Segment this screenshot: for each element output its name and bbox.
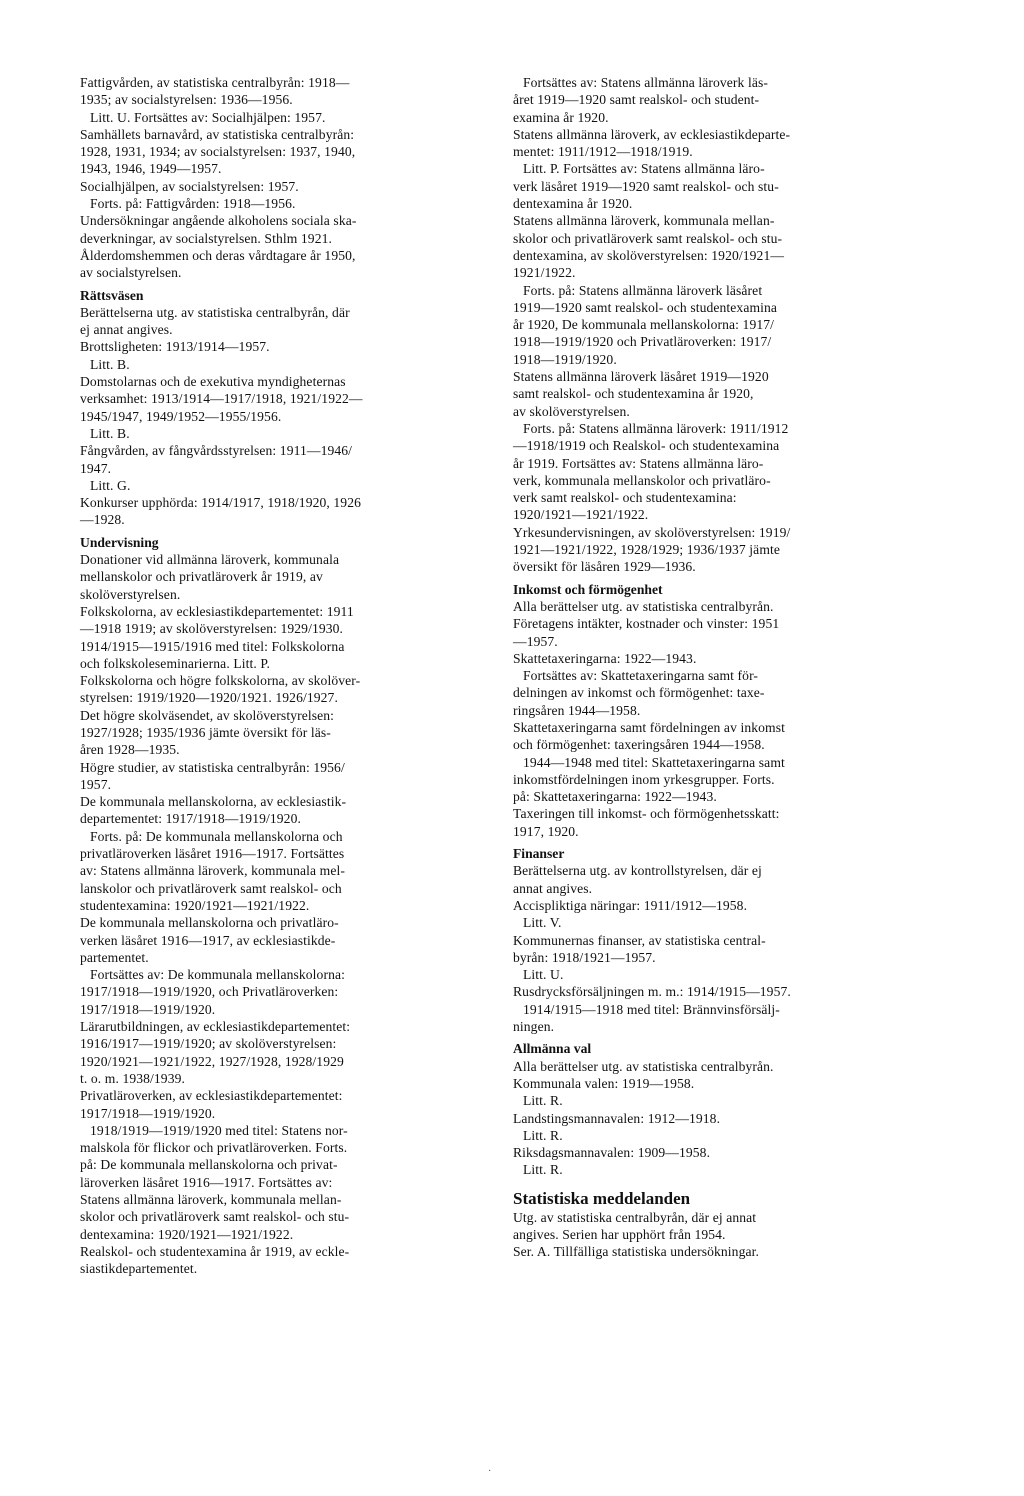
text-line: Berättelserna utg. av kontrollstyrelsen, där ej	[513, 863, 762, 879]
text-line: studentexamina: 1920/1921—1921/1922.	[80, 897, 310, 913]
text-line: Litt. V.	[523, 915, 562, 931]
text-line: Fattigvården, av statistiska centralbyrån: 1918—	[80, 75, 350, 90]
text-line: Forts. på: Fattigvården: 1918—1956.	[90, 196, 296, 212]
text-line: deverkningar, av socialstyrelsen. Sthlm 1921.	[80, 230, 332, 246]
text-line: 1914/1915—1915/1916 med titel: Folkskolorna	[80, 638, 345, 654]
text-line: 1919—1920 samt realskol- och studentexamina	[513, 299, 778, 315]
text-line: dentexamina, av skolöverstyrelsen: 1920/1921—	[513, 247, 785, 263]
text-line: Accispliktiga näringar: 1911/1912—1958.	[513, 897, 748, 913]
text-line: av: Statens allmänna läroverk, kommunala mel-	[80, 863, 345, 879]
text-line: dentexamina: 1920/1921—1921/1922.	[80, 1226, 294, 1242]
text-line: Kommunala valen: 1919—1958.	[513, 1075, 695, 1091]
text-line: Samhällets barnavård, av statistiska centralbyrån:	[80, 126, 355, 142]
text-line: —1928.	[80, 512, 125, 528]
text-line: 1935; av socialstyrelsen: 1936—1956.	[80, 92, 293, 108]
text-line: 1957.	[80, 776, 112, 792]
text-line: skolor och privatläroverk samt realskol- och stu-	[513, 230, 783, 246]
text-line: 1917/1918—1919/1920.	[80, 1105, 216, 1121]
text-line: Alla berättelser utg. av statistiska centralbyrån.	[513, 598, 774, 614]
text-line: 1921—1921/1922, 1928/1929; 1936/1937 jämte	[513, 542, 781, 558]
text-line: 1916/1917—1919/1920; av skolöverstyrelsen:	[80, 1036, 337, 1052]
text-line: 1914/1915—1918 med titel: Brännvinsförsälj-	[523, 1001, 780, 1017]
page-mark: ·	[488, 1466, 492, 1477]
text-line: 1918—1919/1920.	[513, 351, 617, 367]
text-line: skolor och privatläroverk samt realskol- och stu-	[80, 1209, 350, 1225]
text-line: Forts. på: Statens allmänna läroverk: 1911/1912	[523, 420, 789, 436]
text-line: verk samt realskol- och studentexamina:	[513, 490, 737, 506]
text-line: Statens allmänna läroverk läsåret 1919—1920	[513, 369, 769, 385]
text-line: Statens allmänna läroverk, kommunala mellan-	[513, 213, 775, 229]
text-line: 1921/1922.	[513, 265, 576, 281]
text-line: Fortsättes av: Skattetaxeringarna samt för-	[523, 668, 759, 684]
text-line: år 1920, De kommunala mellanskolorna: 1917/	[513, 317, 775, 333]
text-line: mellanskolor och privatläroverk år 1919, av	[80, 569, 323, 585]
text-line: Litt. R.	[523, 1093, 563, 1109]
text-line: skolöverstyrelsen.	[80, 586, 181, 602]
text-line: 1917/1918—1919/1920, och Privatläroverken:	[80, 984, 339, 1000]
text-line: Skattetaxeringarna samt fördelningen av inkomst	[513, 719, 785, 735]
text-line: inkomstfördelningen inom yrkesgrupper. Forts.	[513, 771, 775, 787]
text-line: lanskolor och privatläroverk samt realskol- och	[80, 880, 342, 896]
text-line: Rusdrycksförsäljningen m. m.: 1914/1915—1957.	[513, 984, 791, 1000]
text-line: verksamhet: 1913/1914—1917/1918, 1921/1922—	[80, 391, 363, 407]
text-line: Konkurser upphörda: 1914/1917, 1918/1920, 1926	[80, 495, 361, 511]
text-line: på: Skattetaxeringarna: 1922—1943.	[513, 789, 717, 805]
text-line: verk läsåret 1919—1920 samt realskol- och stu-	[513, 178, 779, 194]
text-line: Lärarutbildningen, av ecklesiastikdepartementet:	[80, 1019, 351, 1035]
text-line: Utg. av statistiska centralbyrån, där ej annat	[513, 1209, 757, 1225]
text-line: Forts. på: Statens allmänna läroverk läsåret	[523, 282, 763, 298]
text-line: 1945/1947, 1949/1952—1955/1956.	[80, 408, 282, 424]
text-line: översikt för läsåren 1929—1936.	[513, 559, 696, 575]
text-line: De kommunala mellanskolorna och privatläro-	[80, 915, 339, 931]
text-line: 1928, 1931, 1934; av socialstyrelsen: 1937, 1940,	[80, 144, 356, 160]
text-line: byrån: 1918/1921—1957.	[513, 949, 656, 965]
text-line: 1927/1928; 1935/1936 jämte översikt för läs-	[80, 724, 331, 740]
text-line: av socialstyrelsen.	[80, 265, 182, 281]
text-line: på: De kommunala mellanskolorna och privat-	[80, 1157, 338, 1173]
text-line: åren 1928—1935.	[80, 742, 180, 758]
text-line: 1947.	[80, 460, 112, 476]
text-line: examina år 1920.	[513, 109, 609, 125]
text-line: Litt. U. Fortsättes av: Socialhjälpen: 1957.	[90, 109, 326, 125]
section-heading: Statistiska meddelanden	[513, 1188, 691, 1208]
text-line: Ålderdomshemmen och deras vårdtagare år 1950,	[80, 247, 356, 263]
text-line: 1918/1919—1919/1920 med titel: Statens nor-	[90, 1122, 348, 1138]
text-line: Donationer vid allmänna läroverk, kommunala	[80, 552, 340, 568]
text-line: ringsåren 1944—1958.	[513, 702, 641, 718]
text-line: Litt. G.	[90, 477, 131, 493]
text-line: partementet.	[80, 949, 149, 965]
text-line: 1918—1919/1920 och Privatläroverken: 1917/	[513, 334, 772, 350]
text-line: året 1919—1920 samt realskol- och student-	[513, 92, 760, 108]
text-line: Litt. B.	[90, 356, 130, 372]
text-line: De kommunala mellanskolorna, av ecklesiastik-	[80, 794, 347, 810]
text-line: verken läsåret 1916—1917, av ecklesiastikde-	[80, 932, 336, 948]
text-line: t. o. m. 1938/1939.	[80, 1070, 185, 1086]
text-line: år 1919. Fortsättes av: Statens allmänna läro-	[513, 455, 764, 471]
text-line: Domstolarnas och de exekutiva myndigheternas	[80, 374, 346, 390]
text-line: Det högre skolväsendet, av skolöverstyrelsen:	[80, 707, 335, 723]
text-line: —1918/1919 och Realskol- och studentexamina	[513, 438, 780, 454]
text-line: —1957.	[513, 633, 558, 649]
text-line: Statens allmänna läroverk, kommunala mellan-	[80, 1192, 342, 1207]
text-line: —1918 1919; av skolöverstyrelsen: 1929/1930.	[80, 621, 344, 637]
text-line: ningen.	[513, 1019, 555, 1035]
right-column	[513, 74, 937, 1261]
text-line: Högre studier, av statistiska centralbyrån: 1956/	[80, 759, 345, 775]
text-line: Realskol- och studentexamina år 1919, av eckle-	[80, 1243, 350, 1259]
text-line: av skolöverstyrelsen.	[513, 403, 630, 419]
text-line: läroverken läsåret 1916—1917. Fortsättes av:	[80, 1174, 333, 1190]
text-line: Taxeringen till inkomst- och förmögenhetsskatt:	[513, 806, 780, 822]
text-line: 1920/1921—1921/1922, 1927/1928, 1928/1929	[80, 1053, 344, 1069]
section-heading: Allmänna val	[513, 1041, 592, 1057]
text-line: och förmögenhet: taxeringsåren 1944—1958.	[513, 737, 765, 753]
text-line: och folkskoleseminarierna. Litt. P.	[80, 655, 270, 671]
text-line: Litt. P. Fortsättes av: Statens allmänna läro-	[523, 161, 765, 177]
text-line: 1943, 1946, 1949—1957.	[80, 161, 222, 177]
text-line: Litt. R.	[523, 1162, 563, 1178]
text-line: Forts. på: De kommunala mellanskolorna och	[90, 828, 343, 844]
text-line: Undersökningar angående alkoholens sociala ska-	[80, 213, 357, 229]
text-line: Litt. R.	[523, 1127, 563, 1143]
text-line: Skattetaxeringarna: 1922—1943.	[513, 650, 697, 666]
section-heading: Rättsväsen	[80, 287, 144, 303]
text-line: departementet: 1917/1918—1919/1920.	[80, 811, 301, 827]
text-line: Fortsättes av: De kommunala mellanskolorna:	[90, 967, 345, 983]
text-line: Ser. A. Tillfälliga statistiska undersökningar.	[513, 1244, 759, 1260]
text-line: Berättelserna utg. av statistiska centralbyrån, där	[80, 304, 350, 320]
text-line: Företagens intäkter, kostnader och vinster: 1951	[513, 616, 780, 632]
left-column	[80, 74, 498, 1277]
text-line: styrelsen: 1919/1920—1920/1921. 1926/1927.	[80, 690, 338, 706]
text-line: Privatläroverken, av ecklesiastikdepartementet:	[80, 1088, 343, 1104]
text-line: annat angives.	[513, 880, 593, 896]
text-line: angives. Serien har upphört från 1954.	[513, 1227, 726, 1242]
section-heading: Inkomst och förmögenhet	[513, 581, 663, 597]
text-line: 1920/1921—1921/1922.	[513, 507, 649, 523]
text-line: Yrkesundervisningen, av skolöverstyrelsen: 1919/	[513, 524, 791, 540]
text-line: siastikdepartementet.	[80, 1261, 198, 1277]
text-line: Riksdagsmannavalen: 1909—1958.	[513, 1145, 711, 1161]
text-line: Statens allmänna läroverk, av ecklesiastikdeparte-	[513, 126, 791, 142]
section-heading: Finanser	[513, 846, 565, 862]
text-line: Landstingsmannavalen: 1912—1918.	[513, 1110, 721, 1126]
text-line: verk, kommunala mellanskolor och privatläro-	[513, 472, 771, 488]
text-line: 1917/1918—1919/1920.	[80, 1001, 216, 1017]
text-line: Brottsligheten: 1913/1914—1957.	[80, 339, 270, 355]
text-line: malskola för flickor och privatläroverken. Forts.	[80, 1140, 348, 1156]
section-heading: Undervisning	[80, 534, 159, 550]
text-line: 1917, 1920.	[513, 823, 579, 839]
text-line: Socialhjälpen, av socialstyrelsen: 1957.	[80, 178, 299, 194]
text-line: 1944—1948 med titel: Skattetaxeringarna samt	[523, 754, 785, 770]
text-line: dentexamina år 1920.	[513, 196, 633, 212]
text-line: mentet: 1911/1912—1918/1919.	[513, 144, 693, 160]
text-line: Folkskolorna, av ecklesiastikdepartementet: 1911	[80, 603, 354, 619]
text-line: Alla berättelser utg. av statistiska centralbyrån.	[513, 1058, 774, 1074]
text-line: samt realskol- och studentexamina år 1920,	[513, 386, 754, 402]
text-line: delningen av inkomst och förmögenhet: taxe-	[513, 685, 765, 701]
text-line: Kommunernas finanser, av statistiska central-	[513, 932, 766, 948]
text-line: Fångvården, av fångvårdsstyrelsen: 1911—1946/	[80, 443, 353, 459]
text-line: Folkskolorna och högre folkskolorna, av skolöver-	[80, 673, 361, 689]
text-line: Litt. B.	[90, 425, 130, 441]
text-line: ej annat angives.	[80, 322, 173, 338]
text-line: privatläroverken läsåret 1916—1917. Fortsättes	[80, 846, 345, 862]
text-line: Litt. U.	[523, 967, 564, 983]
text-line: Fortsättes av: Statens allmänna läroverk läs-	[523, 75, 768, 90]
